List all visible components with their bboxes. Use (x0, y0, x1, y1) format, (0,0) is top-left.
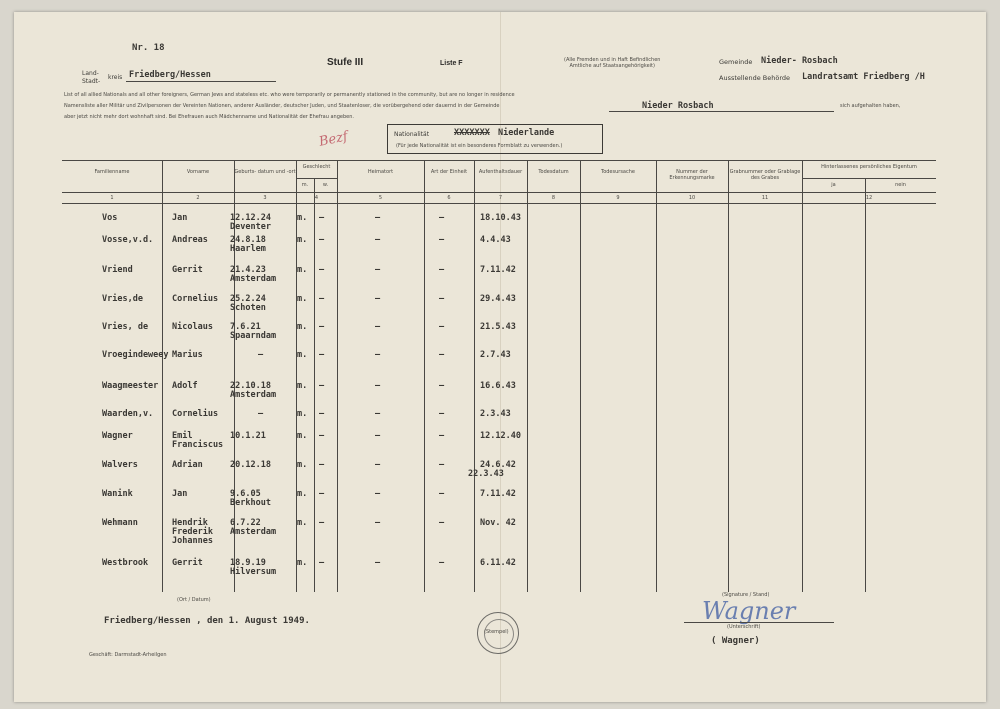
cell-sex: m. (297, 235, 308, 245)
stadt-label: Stadt- (82, 78, 101, 85)
cell-family-name: Wehmann (102, 518, 138, 528)
cell-stay: 12.12.40 (480, 431, 521, 441)
cell-birth-place: Deventer (230, 222, 271, 232)
table-rule (802, 160, 803, 592)
column-subheader: m. (301, 182, 309, 188)
column-number-12: 12 (865, 195, 873, 201)
table-rule (314, 178, 315, 592)
cell-sex-w: – (319, 350, 325, 360)
cell-stay: Nov. 42 (480, 518, 516, 528)
column-number-9: 9 (616, 195, 620, 201)
place-date: Friedberg/Hessen , den 1. August 1949. (104, 616, 310, 626)
cell-einheit: – (439, 409, 445, 419)
aliens-note: (Alle Fremden und in Haft Befindlichen Amtliche auf Staatsangehörigkeit) (564, 57, 661, 69)
cell-family-name: Wanink (102, 489, 133, 499)
table-rule (337, 160, 338, 592)
column-header-12: Hinterlassenes persönliches Eigentum (821, 164, 917, 170)
table-rule (527, 160, 528, 592)
stamp-label: (Stempel) (484, 629, 509, 635)
cell-sex: m. (297, 409, 308, 419)
cell-einheit: – (439, 518, 445, 528)
column-number-4: 4 (314, 195, 319, 201)
cell-sex-w: – (319, 460, 325, 470)
gemeinde-label: Gemeinde (719, 58, 753, 66)
behoerde-label: Ausstellende Behörde (719, 74, 791, 82)
column-subheader: nein (895, 182, 906, 188)
cell-family-name: Walvers (102, 460, 138, 470)
cell-family-name: Vosse,v.d. (102, 235, 154, 245)
cell-einheit: – (439, 431, 445, 441)
table-rule (656, 160, 657, 592)
cell-birth-date: – (258, 350, 264, 360)
cell-heimatort: – (375, 409, 381, 419)
column-subheader: ja (831, 182, 836, 188)
cell-first-name: Andreas (172, 235, 208, 245)
cell-stay: 6.11.42 (480, 558, 516, 568)
cell-einheit: – (439, 265, 445, 275)
cell-heimatort: – (375, 460, 381, 470)
cell-sex-w: – (319, 294, 325, 304)
kreis-label: kreis (108, 74, 123, 81)
cell-heimatort: – (375, 489, 381, 499)
signer-name: ( Wagner) (711, 636, 760, 646)
cell-stay-2: 22.3.43 (468, 469, 504, 479)
cell-family-name: Westbrook (102, 558, 149, 568)
cell-sex: m. (297, 322, 308, 332)
cell-sex: m. (297, 489, 308, 499)
table-rule (728, 160, 729, 592)
column-number-8: 8 (551, 195, 556, 201)
cell-birth-place: Amsterdam (230, 390, 277, 400)
column-header-5: Heimatort (367, 169, 394, 175)
intro-line-1: List of all allied Nationals and all other foreigners, German Jews and stateless etc. who were temporarily or permanently stationed in the community, but are no longer in residence (64, 92, 515, 98)
cell-einheit: – (439, 460, 445, 470)
cell-first-name: Emil Franciscus (172, 431, 224, 450)
column-number-7: 7 (498, 195, 503, 201)
cell-stay: 4.4.43 (480, 235, 511, 245)
cell-birth-date: 25.2.24 (230, 294, 266, 304)
cell-first-name: Gerrit (172, 265, 203, 275)
cell-heimatort: – (375, 431, 381, 441)
column-header-8: Todesdatum (538, 169, 569, 175)
cell-heimatort: – (375, 235, 381, 245)
column-number-3: 3 (263, 195, 267, 201)
form-number: Nr. 18 (132, 43, 165, 53)
column-number-11: 11 (761, 195, 769, 201)
cell-sex-w: – (319, 489, 325, 499)
cell-birth-date: 22.10.18 (230, 381, 271, 391)
cell-first-name: Gerrit (172, 558, 203, 568)
land-label: Land- (82, 70, 99, 77)
cell-heimatort: – (375, 350, 381, 360)
cell-birth-date: 9.6.05 (230, 489, 261, 499)
cell-family-name: Vriend (102, 265, 133, 275)
cell-birth-place: Schoten (230, 303, 266, 313)
cell-sex-w: – (319, 558, 325, 568)
cell-einheit: – (439, 213, 445, 223)
cell-family-name: Vroegindeweey (102, 350, 169, 360)
cell-first-name: Jan (172, 489, 188, 499)
cell-family-name: Vries, de (102, 322, 149, 332)
cell-stay: 24.6.42 (480, 460, 516, 470)
cell-einheit: – (439, 294, 445, 304)
cell-sex-w: – (319, 431, 325, 441)
kreis-value: Friedberg/Hessen (129, 70, 211, 80)
cell-stay: 16.6.43 (480, 381, 516, 391)
table-rule (296, 178, 337, 179)
signature: Wagner (702, 597, 796, 625)
cell-family-name: Vos (102, 213, 118, 223)
column-number-2: 2 (196, 195, 200, 201)
cell-heimatort: – (375, 558, 381, 568)
cell-first-name: Cornelius (172, 409, 219, 419)
cell-sex-w: – (319, 381, 325, 391)
cell-sex: m. (297, 294, 308, 304)
cell-first-name: Nicolaus (172, 322, 213, 332)
column-header-3: Geburts- datum und -ort (234, 169, 296, 175)
cell-stay: 7.11.42 (480, 489, 516, 499)
cell-sex-w: – (319, 235, 325, 245)
nationality-value: Niederlande (498, 128, 555, 138)
cell-heimatort: – (375, 213, 381, 223)
cell-sex-w: – (319, 213, 325, 223)
table-rule (474, 160, 475, 592)
cell-heimatort: – (375, 322, 381, 332)
column-header-11: Grabnummer oder Grablage des Grabes (729, 169, 801, 181)
nationality-struck: XXXXXXX (454, 128, 490, 138)
cell-birth-date: 20.12.18 (230, 460, 271, 470)
column-number-5: 5 (378, 195, 383, 201)
document-sheet (14, 12, 986, 702)
cell-sex-w: – (319, 265, 325, 275)
cell-heimatort: – (375, 265, 381, 275)
cell-first-name: Marius (172, 350, 203, 360)
cell-einheit: – (439, 322, 445, 332)
cell-birth-place: Hilversum (230, 567, 277, 577)
unterschrift-label: (Unterschrift) (727, 624, 761, 630)
cell-first-name: Adrian (172, 460, 203, 470)
column-number-1: 1 (110, 195, 114, 201)
table-rule (802, 178, 936, 179)
cell-first-name: Hendrik Frederik Johannes (172, 518, 213, 546)
table-rule (62, 203, 936, 204)
cell-birth-date: – (258, 409, 264, 419)
cell-first-name: Jan (172, 213, 188, 223)
cell-stay: 21.5.43 (480, 322, 516, 332)
cell-birth-date: 24.8.18 (230, 235, 266, 245)
table-rule (62, 192, 936, 193)
column-subheader: w. (322, 182, 329, 188)
cell-birth-date: 7.6.21 (230, 322, 261, 332)
intro-line-3: aber jetzt nicht mehr dort wohnhaft sind. Bei Ehefrauen auch Mädchenname und Nationalität der Ehefrau angeben. (64, 114, 354, 120)
intro-gemeinde-value: Nieder Rosbach (642, 101, 714, 111)
column-header-7: Aufenthaltsdauer (478, 169, 523, 175)
column-header-9: Todesursache (600, 169, 635, 175)
cell-sex: m. (297, 558, 308, 568)
red-pencil-mark: Bezf (317, 129, 350, 150)
nationality-note: (Für jede Nationalität ist ein besonderes Formblatt zu verwenden.) (396, 143, 563, 149)
column-header-6: Art der Einheit (430, 169, 468, 175)
cell-sex-w: – (319, 518, 325, 528)
ort-datum-label: (Ort / Datum) (177, 597, 211, 603)
column-header-4: Geschlecht (302, 164, 331, 170)
cell-family-name: Waagmeester (102, 381, 159, 391)
cell-einheit: – (439, 235, 445, 245)
cell-heimatort: – (375, 381, 381, 391)
column-header-2: Vorname (186, 169, 210, 175)
cell-stay: 18.10.43 (480, 213, 521, 223)
column-number-6: 6 (447, 195, 451, 201)
table-rule (62, 160, 936, 161)
column-number-10: 10 (688, 195, 696, 201)
behoerde-value: Landratsamt Friedberg /H (802, 72, 925, 82)
cell-sex: m. (297, 350, 308, 360)
cell-sex: m. (297, 381, 308, 391)
cell-heimatort: – (375, 518, 381, 528)
cell-family-name: Vries,de (102, 294, 143, 304)
cell-birth-place: Berkhout (230, 498, 271, 508)
table-rule (162, 160, 163, 592)
cell-einheit: – (439, 489, 445, 499)
intro-line-2-end: sich aufgehalten haben, (840, 103, 901, 109)
cell-first-name: Cornelius (172, 294, 219, 304)
signature-label: (Signature / Stand) (722, 592, 770, 598)
cell-einheit: – (439, 558, 445, 568)
liste-title: Liste F (440, 60, 463, 67)
table-rule (580, 160, 581, 592)
cell-einheit: – (439, 381, 445, 391)
cell-birth-date: 18.9.19 (230, 558, 266, 568)
cell-sex: m. (297, 431, 308, 441)
cell-birth-place: Haarlem (230, 244, 266, 254)
nationality-box (387, 124, 603, 154)
column-header-10: Nummer der Erkennungsmarke (669, 169, 715, 181)
cell-sex-w: – (319, 409, 325, 419)
cell-family-name: Waarden,v. (102, 409, 154, 419)
cell-first-name: Adolf (172, 381, 198, 391)
cell-birth-date: 10.1.21 (230, 431, 266, 441)
cell-sex-w: – (319, 322, 325, 332)
cell-birth-place: Amsterdam (230, 527, 277, 537)
cell-heimatort: – (375, 294, 381, 304)
stufe-title: Stufe III (327, 57, 364, 68)
cell-birth-date: 12.12.24 (230, 213, 271, 223)
cell-birth-place: Amsterdam (230, 274, 277, 284)
cell-birth-date: 21.4.23 (230, 265, 266, 275)
nationality-label: Nationalität (394, 131, 430, 138)
cell-stay: 2.7.43 (480, 350, 511, 360)
table-rule (865, 178, 866, 592)
intro-line-2: Namensliste aller Militär und Zivilpersonen der Vereinten Nationen, anderer Ausländer, deutscher Juden, und Staatenloser, die vorübergehend oder dauernd in der Gemeinde (64, 103, 500, 109)
cell-birth-place: Spaarndam (230, 331, 277, 341)
table-rule (424, 160, 425, 592)
cell-sex: m. (297, 518, 308, 528)
cell-stay: 7.11.42 (480, 265, 516, 275)
gemeinde-value: Nieder- Rosbach (761, 56, 838, 66)
cell-family-name: Wagner (102, 431, 133, 441)
printer-note: Geschäft: Darmstadt-Arheilgen (89, 652, 167, 658)
cell-sex: m. (297, 265, 308, 275)
cell-birth-date: 6.7.22 (230, 518, 261, 528)
cell-stay: 29.4.43 (480, 294, 516, 304)
cell-stay: 2.3.43 (480, 409, 511, 419)
cell-einheit: – (439, 350, 445, 360)
cell-sex: m. (297, 460, 308, 470)
column-header-1: Familienname (94, 169, 130, 175)
cell-sex: m. (297, 213, 308, 223)
